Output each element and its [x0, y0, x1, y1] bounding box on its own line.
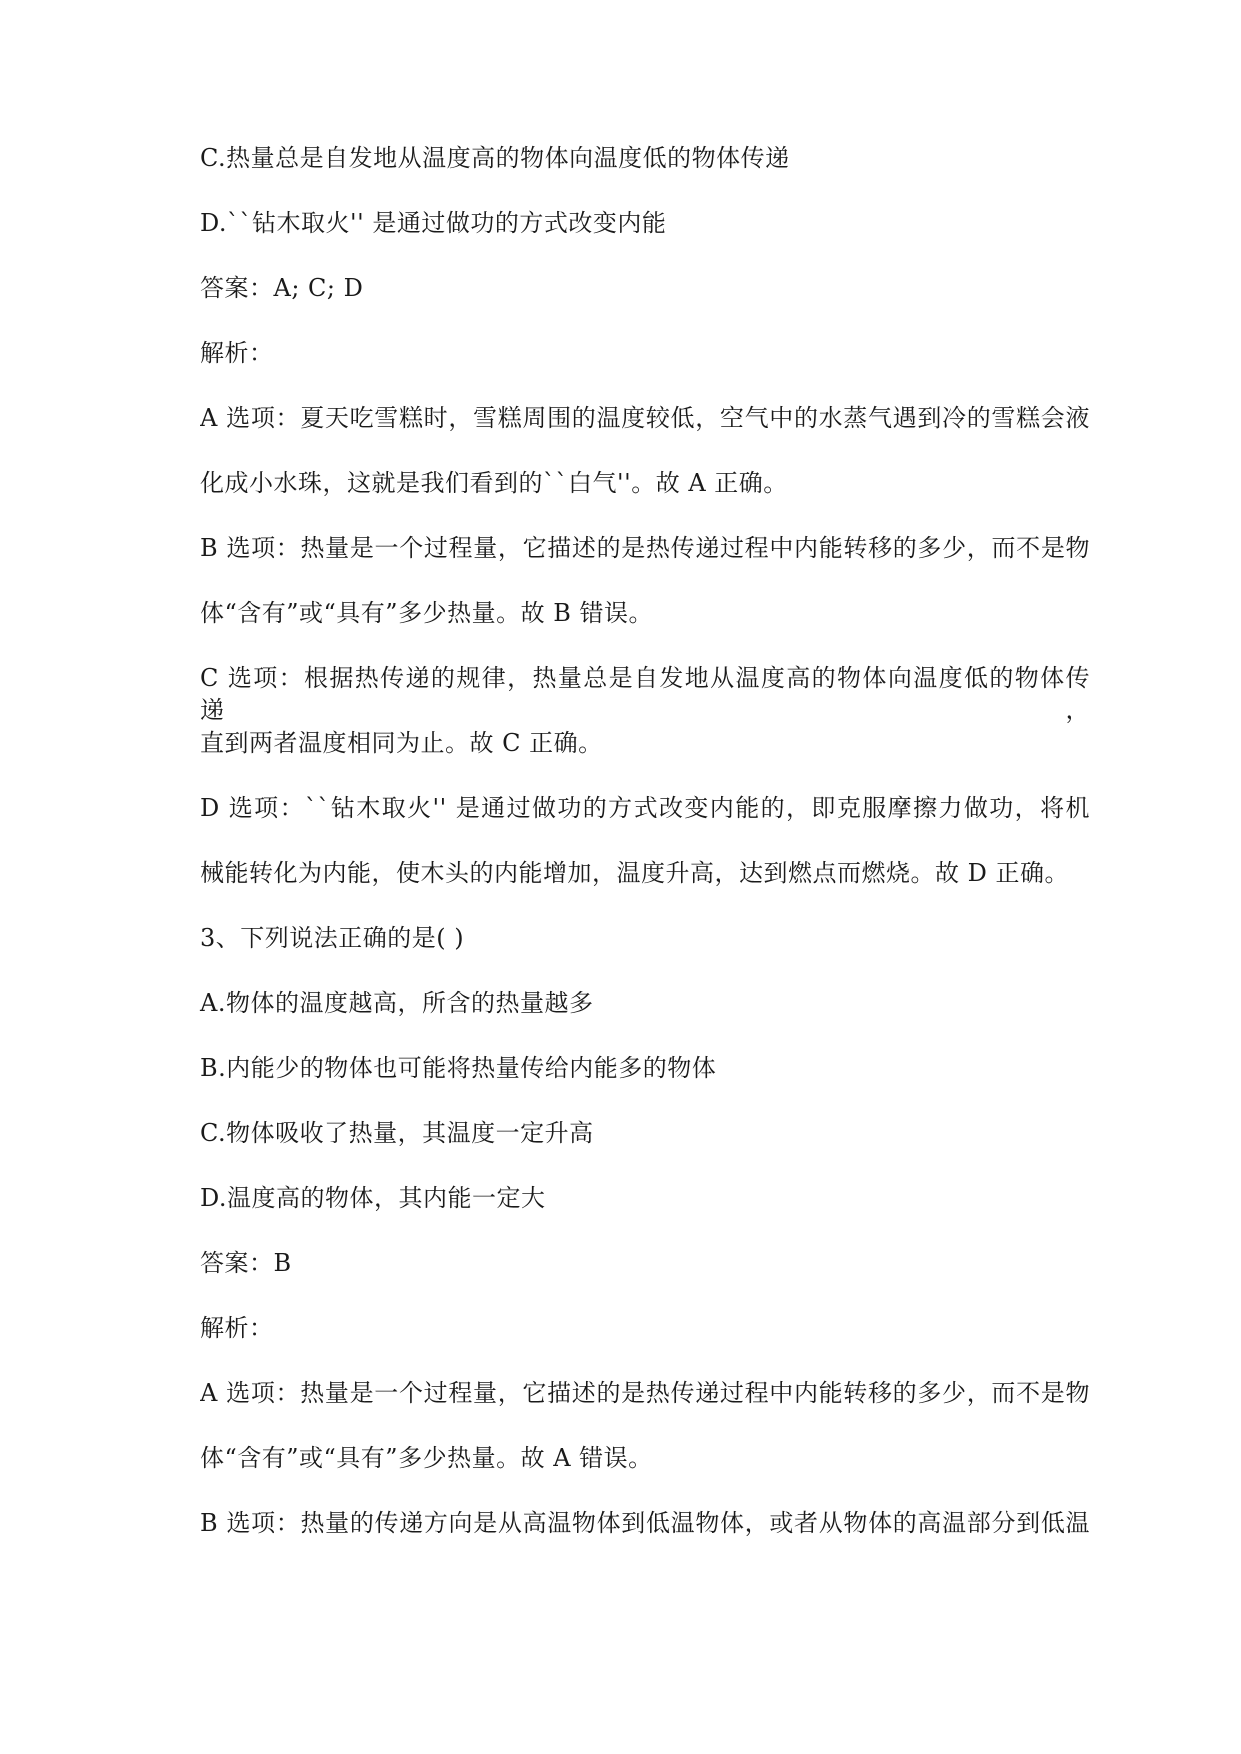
text-line-analysis-c-1: C 选项：根据热传递的规律，热量总是自发地从温度高的物体向温度低的物体传递， [200, 664, 1090, 724]
text-line-q3-analysis-a-2: 体“含有”或“具有”多少热量。故 A 错误。 [200, 1444, 653, 1472]
text-line-q3-option-d: D.温度高的物体，其内能一定大 [200, 1184, 546, 1212]
text-line-analysis-heading: 解析： [200, 339, 274, 367]
text-line-q3-option-b: B.内能少的物体也可能将热量传给内能多的物体 [200, 1054, 717, 1082]
text-line-option-d: D.``钻木取火'' 是通过做功的方式改变内能 [200, 209, 667, 237]
text-line-analysis-d-2: 械能转化为内能，使木头的内能增加，温度升高，达到燃点而燃烧。故 D 正确。 [200, 859, 1069, 887]
text-line-answer: 答案：A; C; D [200, 274, 364, 302]
text-line-analysis-b-2: 体“含有”或“具有”多少热量。故 B 错误。 [200, 599, 653, 627]
text-line-analysis-b-1: B 选项：热量是一个过程量，它描述的是热传递过程中内能转移的多少，而不是物 [200, 534, 1090, 562]
text-line-q3-analysis-heading: 解析： [200, 1314, 274, 1342]
text-line-analysis-c-2: 直到两者温度相同为止。故 C 正确。 [200, 729, 603, 757]
text-line-question-3: 3、下列说法正确的是( ) [200, 924, 465, 952]
text-line-analysis-a-1: A 选项：夏天吃雪糕时，雪糕周围的温度较低，空气中的水蒸气遇到冷的雪糕会液 [200, 404, 1090, 432]
text-line-q3-analysis-b-1: B 选项：热量的传递方向是从高温物体到低温物体，或者从物体的高温部分到低温 [200, 1509, 1090, 1537]
text-line-analysis-a-2: 化成小水珠，这就是我们看到的``白气''。故 A 正确。 [200, 469, 788, 497]
text-line-q3-answer: 答案：B [200, 1249, 292, 1277]
text-line-q3-analysis-a-1: A 选项：热量是一个过程量，它描述的是热传递过程中内能转移的多少，而不是物 [200, 1379, 1090, 1407]
text-line-option-c: C.热量总是自发地从温度高的物体向温度低的物体传递 [200, 144, 790, 172]
text-line-q3-option-c: C.物体吸收了热量，其温度一定升高 [200, 1119, 594, 1147]
text-line-q3-option-a: A.物体的温度越高，所含的热量越多 [200, 989, 594, 1017]
document-body [200, 142, 1090, 1572]
text-line-analysis-d-1: D 选项：``钻木取火'' 是通过做功的方式改变内能的，即克服摩擦力做功，将机 [200, 794, 1090, 822]
